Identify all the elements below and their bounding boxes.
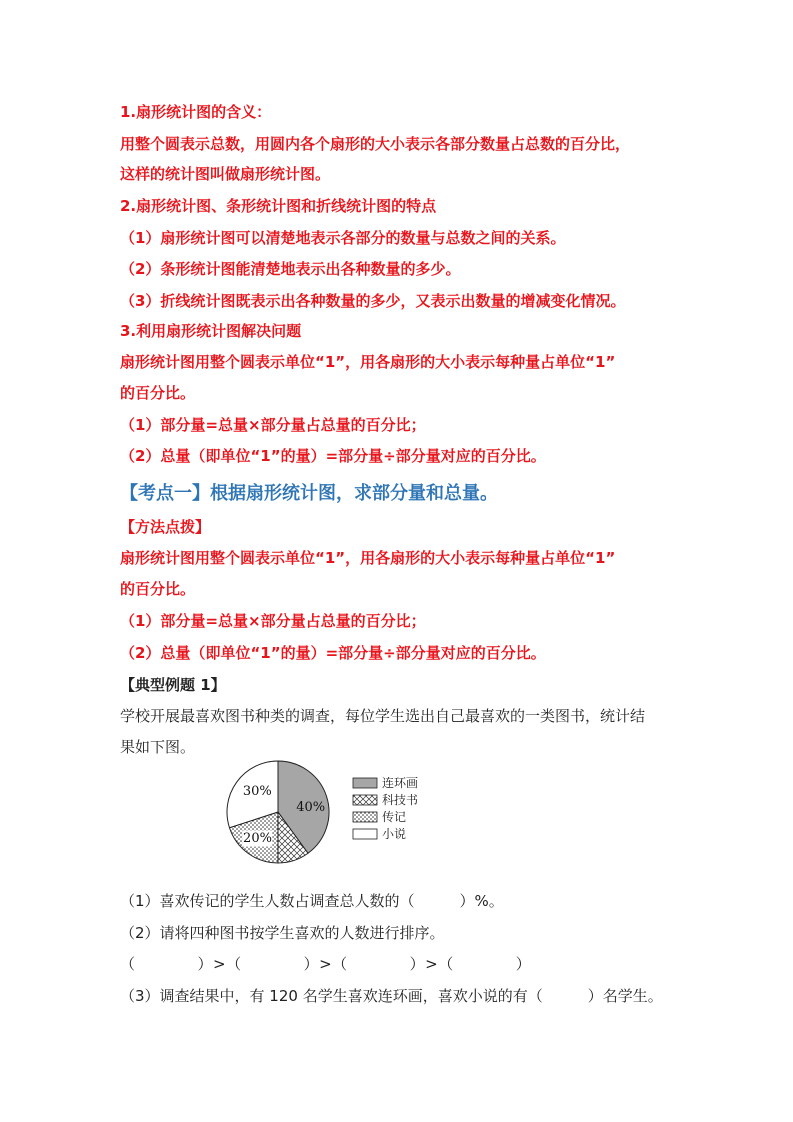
- s3-line2: 的百分比。: [120, 384, 196, 402]
- legend-swatch-3: [353, 829, 377, 839]
- chart-legend: [353, 776, 418, 841]
- s3-line3: （1）部分量=总量×部分量占总量的百分比；: [120, 416, 426, 434]
- question-2: （2）请将四种图书按学生喜欢的人数进行排序。: [120, 924, 445, 942]
- legend-label-1: 科技书: [382, 793, 419, 807]
- legend-label-3: 小说: [382, 827, 407, 841]
- pie-label-2: 20%: [243, 831, 272, 847]
- pie-label-3: 30%: [242, 784, 272, 800]
- legend-swatch-1: [353, 795, 377, 805]
- example-title: 【典型例题 1】: [120, 676, 226, 694]
- s2-line1: （1）扇形统计图可以清楚地表示各部分的数量与总数之间的关系。: [120, 229, 566, 247]
- legend-label-0: 连环画: [382, 776, 419, 790]
- kaodian-title: 【考点一】根据扇形统计图，求部分量和总量。: [120, 483, 498, 504]
- s3-line1: 扇形统计图用整个圆表示单位“1”，用各扇形的大小表示每种量占单位“1”: [120, 353, 616, 371]
- s3-title: 3.利用扇形统计图解决问题: [120, 322, 302, 340]
- method-line2: 的百分比。: [120, 580, 196, 598]
- s1-line2: 这样的统计图叫做扇形统计图。: [120, 165, 331, 183]
- s1-title: 1.扇形统计图的含义：: [120, 103, 272, 121]
- s2-line3: （3）折线统计图既表示出各种数量的多少，又表示出数量的增减变化情况。: [120, 292, 626, 310]
- legend-label-2: 传记: [382, 810, 407, 824]
- example-paragraph-line1: 学校开展最喜欢图书种类的调查，每位学生选出自己最喜欢的一类图书，统计结: [120, 707, 646, 725]
- question-1: （1）喜欢传记的学生人数占调查总人数的（ ）%。: [120, 892, 504, 910]
- method-line1: 扇形统计图用整个圆表示单位“1”，用各扇形的大小表示每种量占单位“1”: [120, 549, 616, 567]
- s2-line2: （2）条形统计图能清楚地表示出各种数量的多少。: [120, 260, 461, 278]
- question-3: （3）调查结果中，有 120 名学生喜欢连环画，喜欢小说的有（ ）名学生。: [120, 987, 663, 1005]
- method-line3: （1）部分量=总量×部分量占总量的百分比；: [120, 612, 426, 630]
- legend-swatch-0: [353, 778, 377, 788]
- pie-label-0: 40%: [296, 799, 326, 815]
- legend-swatch-2: [353, 812, 377, 822]
- s3-line4: （2）总量（即单位“1”的量）=部分量÷部分量对应的百分比。: [120, 447, 546, 465]
- method-title: 【方法点拨】: [120, 518, 211, 536]
- s1-line1: 用整个圆表示总数，用圆内各个扇形的大小表示各部分数量占总数的百分比，: [120, 135, 631, 153]
- method-line4: （2）总量（即单位“1”的量）=部分量÷部分量对应的百分比。: [120, 644, 546, 662]
- s2-title: 2.扇形统计图、条形统计图和折线统计图的特点: [120, 197, 437, 215]
- example-paragraph-line2: 果如下图。: [120, 738, 196, 756]
- pie-chart: [222, 754, 452, 874]
- question-2-blanks: （ ）>（ ）>（ ）>（ ）: [120, 955, 532, 973]
